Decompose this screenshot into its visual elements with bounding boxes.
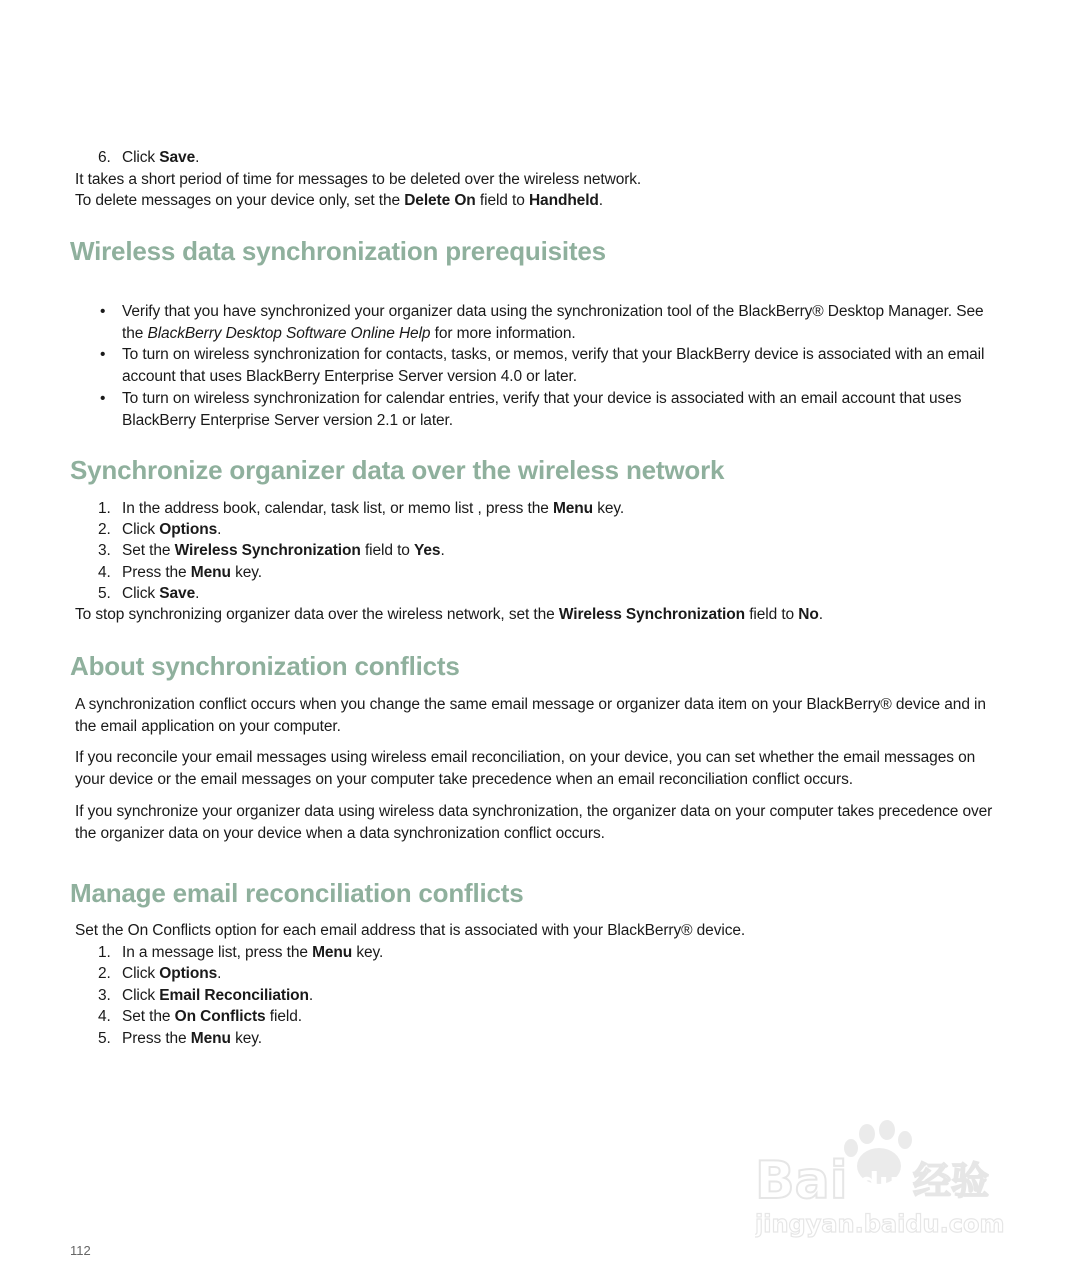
paragraph: Set the On Conflicts option for each email address that is associated with your BlackBerry® device. [75, 922, 746, 939]
page-number: 112 [70, 1243, 91, 1258]
section-heading: Wireless data synchronization prerequisites [70, 236, 606, 266]
section-heading: Synchronize organizer data over the wireless network [70, 455, 725, 485]
svg-text:经验: 经验 [913, 1159, 990, 1203]
step-item: 2. Click Options. [98, 965, 222, 982]
bullet-icon: • [100, 346, 106, 363]
step-item: 5. Press the Menu key. [98, 1030, 262, 1047]
baidu-watermark-logo [755, 1120, 1005, 1240]
svg-text:du: du [859, 1166, 899, 1199]
step-item: 4. Press the Menu key. [98, 564, 262, 581]
note-text: To delete messages on your device only, set the Delete On field to Handheld. [75, 192, 604, 209]
bullet-item: • To turn on wireless synchronization for contacts, tasks, or memos, verify that your BlackBerry device is associated with an email account that uses BlackBerry Enterprise Server version 4.0 or later. [100, 346, 985, 385]
step-item: 2. Click Options. [98, 521, 222, 538]
bullet-icon: • [100, 390, 106, 407]
paragraph: A synchronization conflict occurs when you change the same email message or organizer data item on your BlackBerry® device and in the email application on your computer. [75, 696, 986, 735]
svg-text:jingyan.baidu.com: jingyan.baidu.com [755, 1210, 1005, 1238]
svg-text:Bai: Bai [755, 1151, 848, 1211]
step-item: 5. Click Save. [98, 585, 200, 602]
note-text: It takes a short period of time for messages to be deleted over the wireless network. [75, 171, 642, 188]
section-heading: About synchronization conflicts [70, 651, 460, 681]
step-item: 6. Click Save. [98, 149, 200, 166]
paragraph: If you synchronize your organizer data using wireless data synchronization, the organizer data on your computer takes precedence over the organizer data on your device when a data synchronization conflict occurs. [75, 803, 993, 842]
bullet-item: • To turn on wireless synchronization for calendar entries, verify that your device is associated with an email account that uses BlackBerry Enterprise Server version 2.1 or later. [100, 390, 962, 429]
step-item: 1. In a message list, press the Menu key. [98, 944, 384, 961]
paragraph: If you reconcile your email messages using wireless email reconciliation, on your device, you can set whether the email messages on your device or the email messages on your computer take precedence when an email reconciliation conflict occurs. [75, 749, 976, 788]
step-item: 1. In the address book, calendar, task list, or memo list , press the Menu key. [98, 500, 625, 517]
step-item: 3. Set the Wireless Synchronization field to Yes. [98, 542, 445, 559]
bullet-icon: • [100, 303, 106, 320]
note-text: To stop synchronizing organizer data over the wireless network, set the Wireless Synchronization field to No. [75, 606, 823, 623]
step-item: 3. Click Email Reconciliation. [98, 987, 314, 1004]
section-heading: Manage email reconciliation conflicts [70, 878, 524, 908]
step-item: 4. Set the On Conflicts field. [98, 1008, 302, 1025]
bullet-item: • Verify that you have synchronized your organizer data using the synchronization tool of the BlackBerry® Desktop Manager. See the BlackBerry Desktop Software Online Help for more information. [100, 303, 984, 342]
